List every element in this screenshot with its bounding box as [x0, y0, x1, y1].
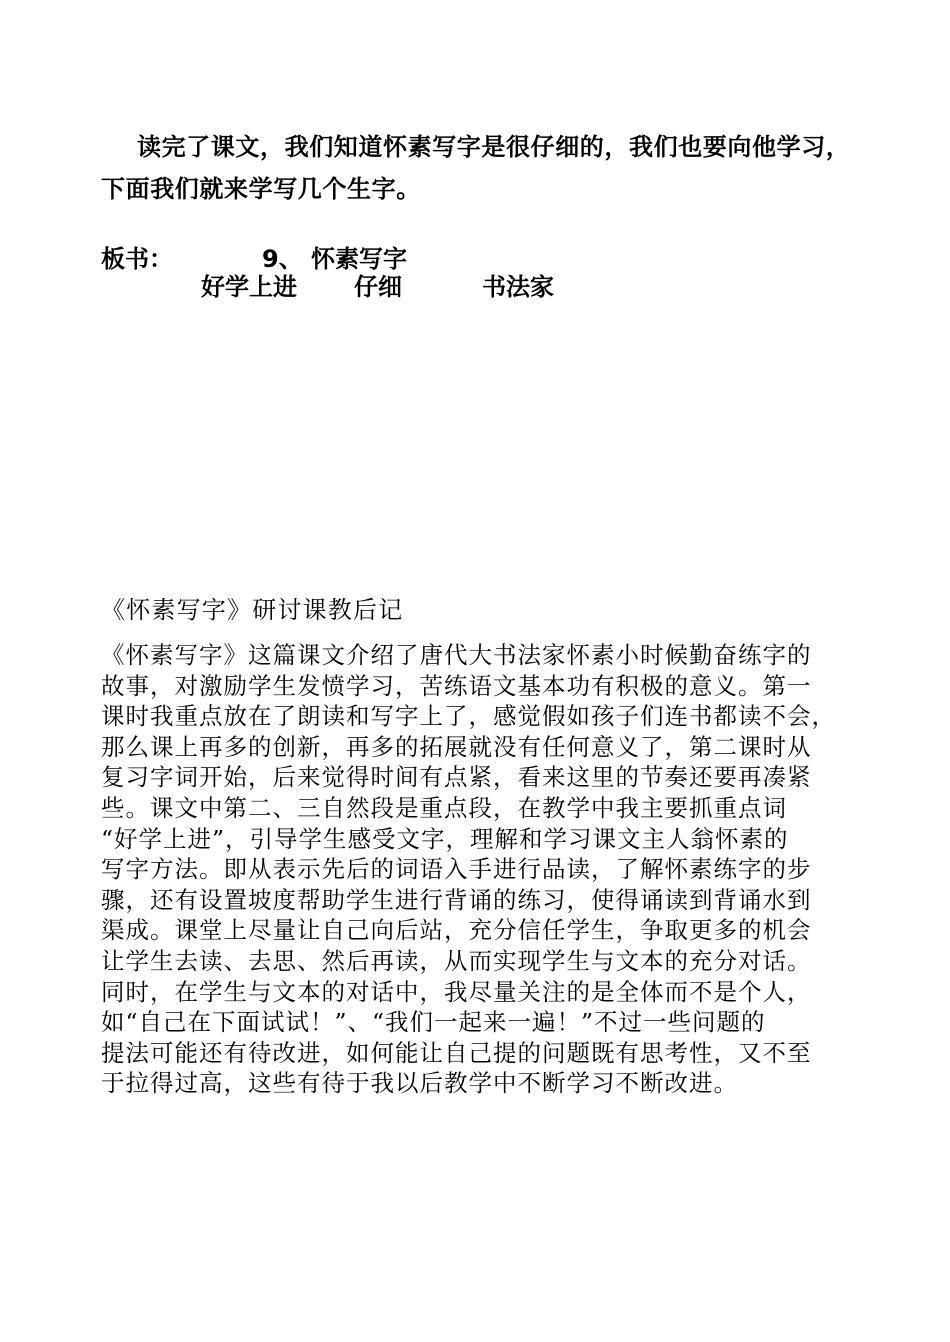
reflection-line: 那么课上再多的创新，再多的拓展就没有任何意义了，第二课时从	[101, 732, 812, 761]
reflection-line: 《怀素写字》这篇课文介绍了唐代大书法家怀素小时候勤奋练字的	[101, 641, 812, 669]
reflection-title: 《怀素写字》研讨课教后记	[101, 596, 404, 624]
board-label: 板书：	[101, 245, 173, 273]
reflection-line: 课时我重点放在了朗读和写字上了，感觉假如孩子们连书都读不会，	[101, 702, 836, 731]
reflection-line: 提法可能还有待改进，如何能让自己提的问题既有思考性，又不至	[101, 1038, 812, 1067]
board-word-2: 仔细	[354, 273, 402, 301]
board-word-1: 好学上进	[201, 273, 297, 301]
reflection-line: 同时，在学生与文本的对话中，我尽量关注的是全体而不是个人，	[101, 977, 812, 1006]
reflection-line: 故事，对激励学生发愤学习，苦练语文基本功有积极的意义。第一	[101, 671, 812, 700]
reflection-line: 让学生去读、去思、然后再读，从而实现学生与文本的充分对话。	[101, 946, 812, 975]
reflection-line: 于拉得过高，这些有待于我以后教学中不断学习不断改进。	[101, 1069, 738, 1098]
board-word-3: 书法家	[482, 273, 554, 301]
reflection-line: 复习字词开始，后来觉得时间有点紧，看来这里的节奏还要再凑紧	[101, 763, 812, 792]
reflection-line: 写字方法。即从表示先后的词语入手进行品读，了解怀素练字的步	[101, 855, 812, 884]
reflection-line: 渠成。课堂上尽量让自己向后站，充分信任学生，争取更多的机会	[101, 916, 812, 945]
reflection-line: 骤，还有设置坡度帮助学生进行背诵的练习，使得诵读到背诵水到	[101, 885, 812, 914]
intro-paragraph-line-2: 下面我们就来学写几个生字。	[101, 175, 421, 203]
reflection-body	[101, 640, 861, 1099]
reflection-line: “好学上进”，引导学生感受文字，理解和学习课文主人翁怀素的	[101, 824, 789, 853]
reflection-line: 些。课文中第二、三自然段是重点段，在教学中我主要抓重点词	[101, 793, 787, 822]
board-title: 9、 怀素写字	[262, 245, 408, 273]
reflection-line: 如“自己在下面试试！”、“我们一起来一遍！”不过一些问题的	[101, 1008, 766, 1037]
intro-paragraph-line-1: 读完了课文，我们知道怀素写字是很仔细的，我们也要向他学习，	[137, 133, 851, 161]
